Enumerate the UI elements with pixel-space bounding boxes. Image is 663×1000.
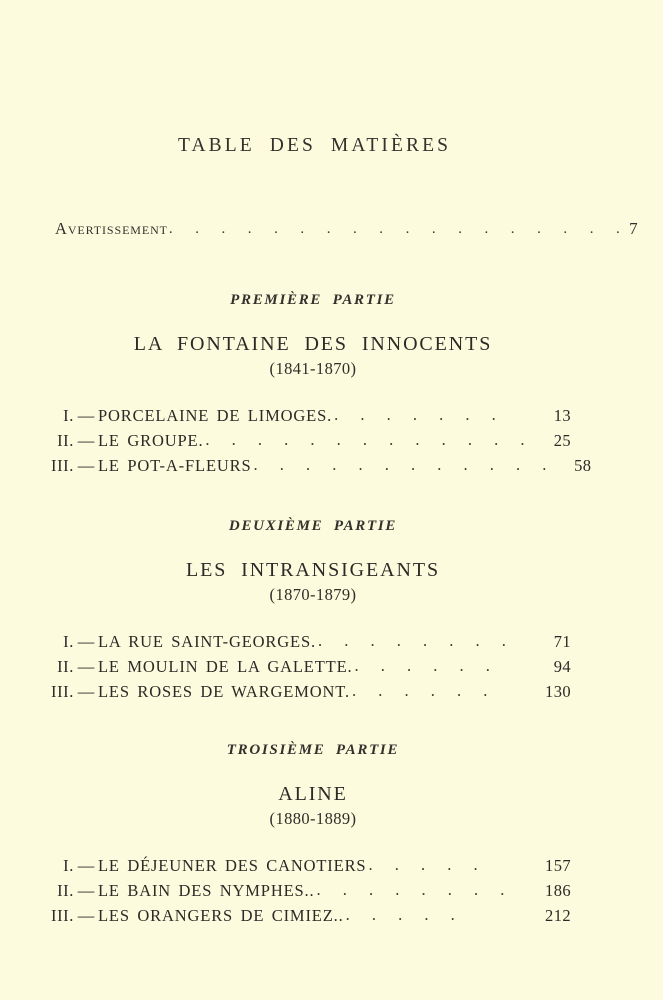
chapter-page-number: 94: [553, 657, 571, 676]
dot-leader: . . . . .: [368, 855, 487, 874]
em-dash-icon: —: [77, 906, 95, 925]
front-matter-entry[interactable]: [55, 219, 638, 239]
dot-leader: . . . . . . . .: [317, 631, 515, 650]
chapter-entry[interactable]: [0, 878, 626, 903]
chapter-entry[interactable]: [0, 453, 626, 478]
part-section-1: [0, 292, 626, 478]
dot-leader: . . . . . . . . . . . . . . . . . .: [168, 221, 630, 237]
part-title: LES INTRANSIGEANTS: [186, 559, 440, 581]
part-section-2: [0, 518, 626, 704]
em-dash-icon: —: [77, 431, 95, 450]
chapter-entry[interactable]: [0, 903, 626, 928]
chapter-title: LE MOULIN DE LA GALETTE.: [98, 657, 353, 676]
part-title: ALINE: [278, 783, 348, 805]
dot-leader: . . . . .: [345, 905, 464, 924]
chapter-number: I.: [63, 632, 74, 651]
chapter-entry[interactable]: [0, 629, 626, 654]
chapter-title: PORCELAINE DE LIMOGES.: [98, 406, 333, 425]
dot-leader: . . . . . . .: [334, 405, 505, 424]
chapter-page-number: 186: [545, 881, 571, 900]
chapter-page-number: 157: [545, 856, 571, 875]
part-label: PREMIÈRE PARTIE: [230, 292, 396, 308]
chapter-page-number: 58: [574, 456, 592, 475]
part-label: TROISIÈME PARTIE: [226, 742, 400, 758]
chapter-title: LA RUE SAINT-GEORGES.: [98, 632, 316, 651]
dot-leader: . . . . . .: [351, 681, 497, 700]
chapter-title: LE BAIN DES NYMPHES..: [98, 881, 315, 900]
chapter-title: LE POT-A-FLEURS: [98, 456, 252, 475]
chapter-list: [0, 629, 626, 704]
front-matter-label: Avertissement: [55, 219, 168, 238]
page-title: TABLE DES MATIÈRES: [178, 135, 452, 156]
em-dash-icon: —: [77, 657, 95, 676]
chapter-title: LES ORANGERS DE CIMIEZ..: [98, 906, 344, 925]
part-years: (1870-1879): [269, 585, 357, 604]
em-dash-icon: —: [77, 456, 95, 475]
part-title: LA FONTAINE DES INNOCENTS: [133, 333, 493, 355]
chapter-number: II.: [57, 431, 74, 450]
chapter-number: III.: [50, 906, 74, 925]
chapter-entry[interactable]: [0, 853, 626, 878]
em-dash-icon: —: [77, 632, 95, 651]
chapter-entry[interactable]: [0, 428, 626, 453]
em-dash-icon: —: [77, 856, 95, 875]
chapter-number: II.: [57, 657, 74, 676]
chapter-number: II.: [57, 881, 74, 900]
chapter-number: III.: [50, 456, 74, 475]
chapter-page-number: 25: [553, 431, 571, 450]
chapter-page-number: 130: [545, 682, 571, 701]
em-dash-icon: —: [77, 682, 95, 701]
chapter-title: LE DÉJEUNER DES CANOTIERS: [98, 856, 367, 875]
chapter-entry[interactable]: [0, 679, 626, 704]
chapter-title: LE GROUPE.: [98, 431, 204, 450]
part-section-3: [0, 742, 626, 928]
chapter-page-number: 212: [545, 906, 571, 925]
chapter-number: III.: [50, 682, 74, 701]
part-years: (1880-1889): [269, 809, 357, 828]
em-dash-icon: —: [77, 406, 95, 425]
part-years: (1841-1870): [269, 359, 357, 378]
chapter-entry[interactable]: [0, 654, 626, 679]
chapter-entry[interactable]: [0, 403, 626, 428]
chapter-page-number: 71: [553, 632, 571, 651]
part-label: DEUXIÈME PARTIE: [228, 518, 398, 534]
dot-leader: . . . . . . . . . . . . .: [205, 430, 534, 449]
chapter-list: [0, 403, 626, 478]
chapter-list: [0, 853, 626, 928]
dot-leader: . . . . . .: [354, 656, 499, 675]
dot-leader: . . . . . . . .: [316, 880, 514, 899]
chapter-title: LES ROSES DE WARGEMONT.: [98, 682, 350, 701]
chapter-number: I.: [63, 856, 74, 875]
em-dash-icon: —: [77, 881, 95, 900]
chapter-page-number: 13: [553, 406, 571, 425]
dot-leader: . . . . . . . . . . . .: [253, 455, 556, 474]
front-matter-page-number: 7: [629, 219, 638, 238]
chapter-number: I.: [63, 406, 74, 425]
